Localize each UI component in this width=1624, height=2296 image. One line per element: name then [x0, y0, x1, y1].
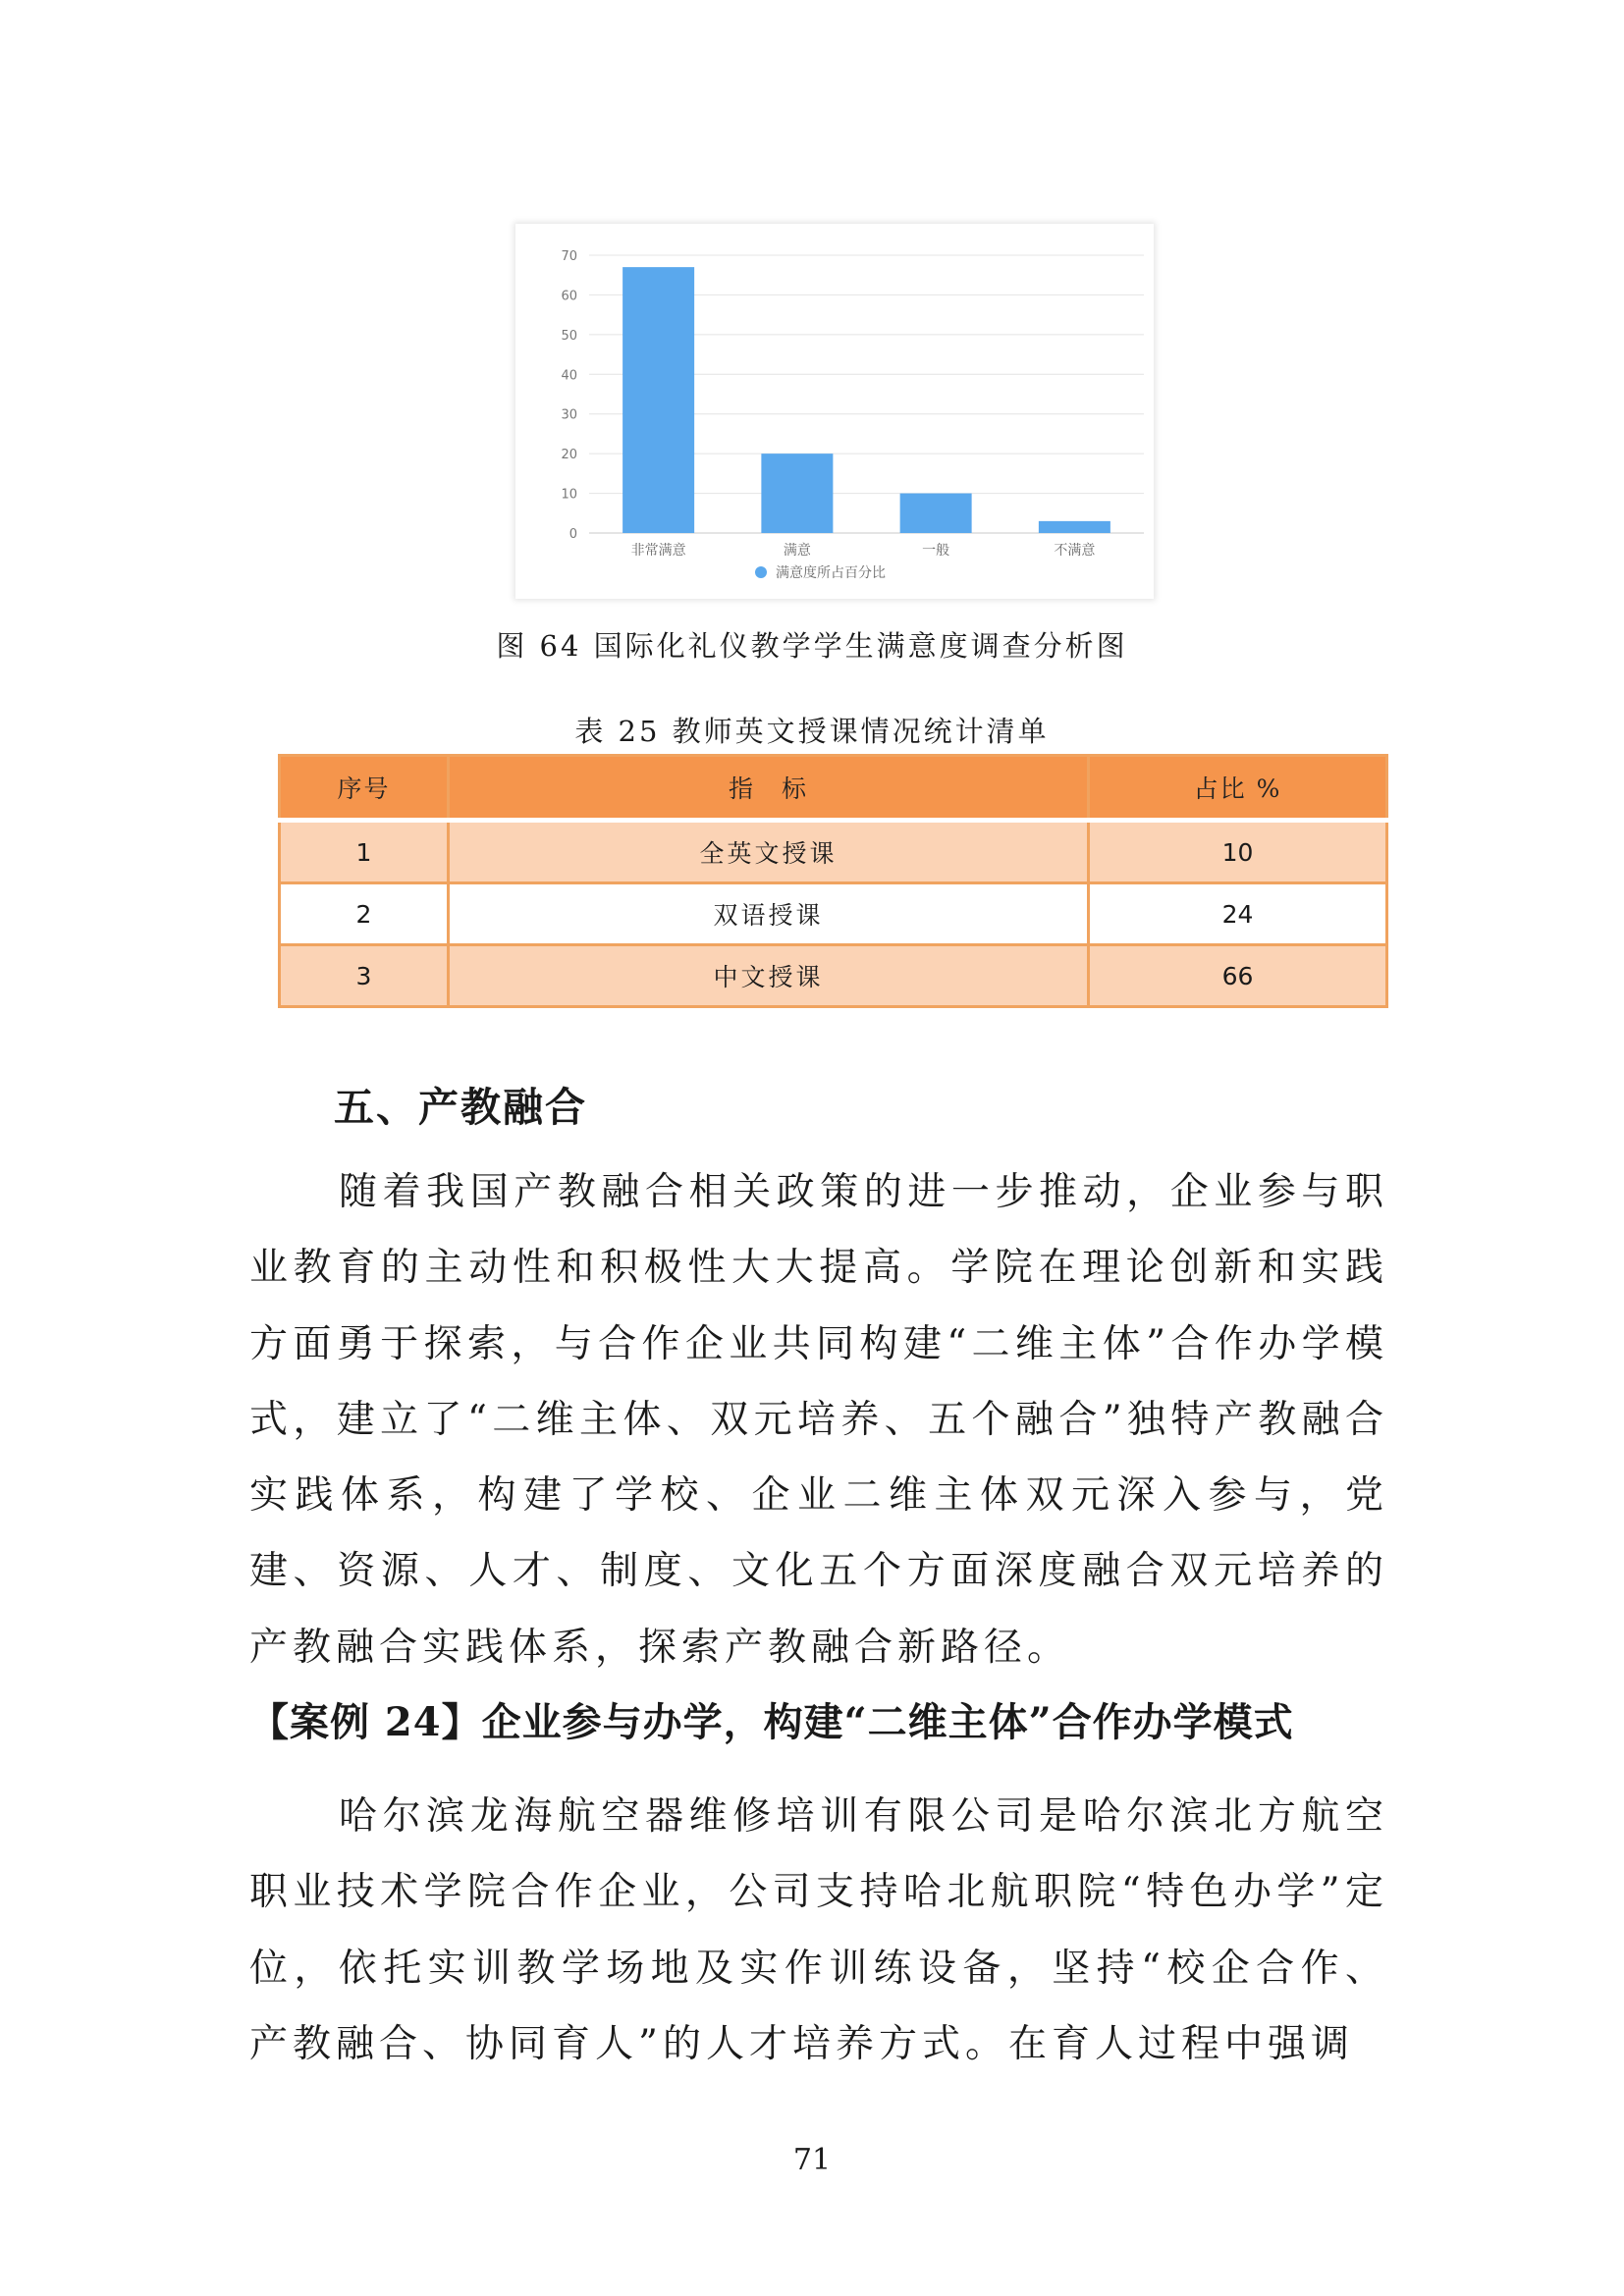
y-tick-label: 0	[568, 527, 577, 542]
english-teaching-table	[278, 754, 1388, 1008]
row-pct: 24	[1089, 883, 1387, 945]
row-item: 全英文授课	[449, 821, 1089, 883]
table-header-row	[280, 756, 1387, 821]
y-tick-label: 40	[561, 368, 577, 384]
y-tick-label: 10	[561, 487, 577, 503]
bar	[761, 454, 833, 533]
row-no: 2	[280, 883, 449, 945]
bar	[623, 267, 694, 533]
header-item: 指 标	[449, 756, 1089, 821]
x-tick-label: 一般	[922, 543, 950, 559]
legend-marker	[755, 566, 767, 578]
header-pct: 占比 %	[1089, 756, 1387, 821]
section-heading: 五、产教融合	[334, 1084, 587, 1131]
table-row	[280, 883, 1387, 945]
y-tick-label: 30	[561, 407, 577, 423]
paragraph-text: 随着我国产教融合相关政策的进一步推动，企业参与职业教育的主动性和积极性大大提高。学院在理论创新和实践方面勇于探索，与合作企业共同构建“二维主体”合作办学模式，建立了“二维主体、双元培养、五个融合”独特产教融合实践体系，构建了学校、企业二维主体双元深入参与，党建、资源、人才、制度、文化五个方面深度融合双元培养的产教融合实践体系，探索产教融合新路径。	[249, 1170, 1388, 1670]
table-row	[280, 945, 1387, 1007]
table-row	[280, 821, 1387, 883]
table-caption: 表 25 教师英文授课情况统计清单	[574, 715, 1050, 748]
x-tick-label: 不满意	[1054, 543, 1096, 559]
row-pct: 66	[1089, 945, 1387, 1007]
body-paragraph	[249, 1154, 1388, 1685]
body-paragraph	[249, 1779, 1388, 2082]
x-tick-label: 非常满意	[630, 543, 686, 559]
figure-caption: 图 64 国际化礼仪教学学生满意度调查分析图	[496, 629, 1128, 663]
y-tick-label: 20	[561, 448, 577, 463]
satisfaction-bar-chart	[515, 224, 1154, 599]
row-pct: 10	[1089, 821, 1387, 883]
bar	[1039, 521, 1110, 533]
row-no: 3	[280, 945, 449, 1007]
row-item: 中文授课	[449, 945, 1089, 1007]
y-tick-label: 70	[561, 249, 577, 264]
header-no: 序号	[280, 756, 449, 821]
bar	[900, 494, 972, 533]
case-title: 【案例 24】企业参与办学，构建“二维主体”合作办学模式	[249, 1699, 1294, 1745]
y-tick-label: 60	[561, 289, 577, 304]
page-number: 71	[792, 2143, 832, 2177]
y-tick-label: 50	[561, 328, 577, 344]
legend-label: 满意度所占百分比	[776, 565, 886, 581]
x-tick-label: 满意	[783, 543, 811, 559]
row-no: 1	[280, 821, 449, 883]
chart-canvas	[515, 224, 1154, 599]
paragraph-text: 哈尔滨龙海航空器维修培训有限公司是哈尔滨北方航空职业技术学院合作企业，公司支持哈北航职院“特色办学”定位，依托实训教学场地及实作训练设备，坚持“校企合作、产教融合、协同育人”的人才培养方式。在育人过程中强调	[249, 1794, 1388, 2066]
row-item: 双语授课	[449, 883, 1089, 945]
